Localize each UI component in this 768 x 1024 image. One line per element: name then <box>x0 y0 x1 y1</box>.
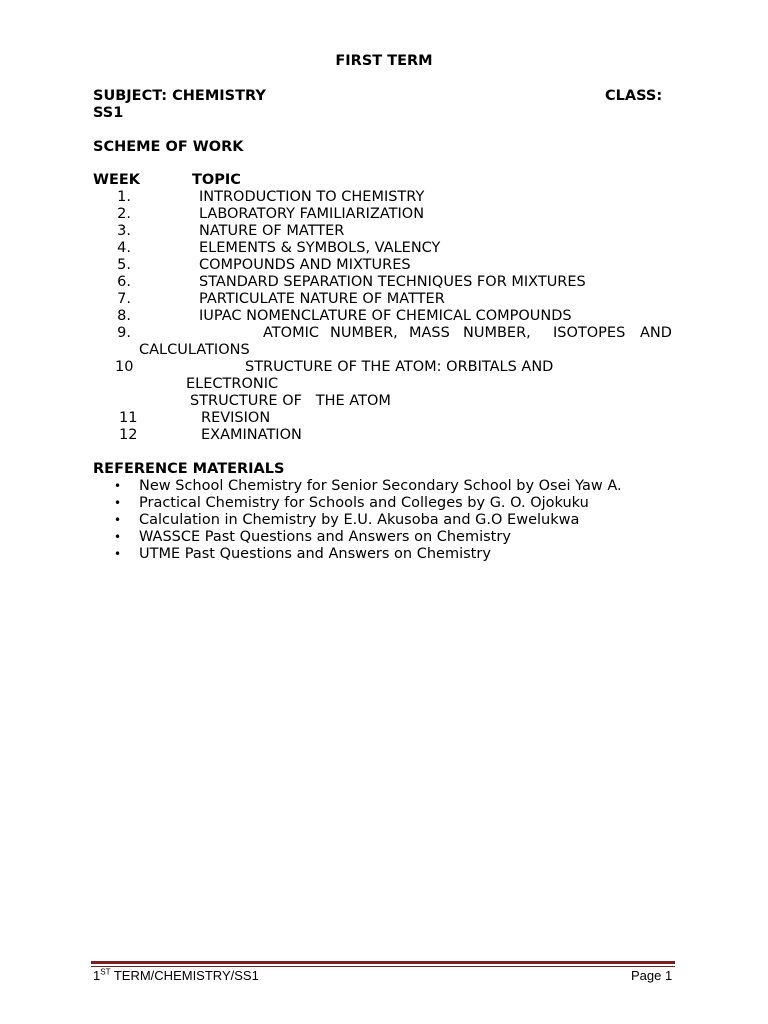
subject-label: SUBJECT: CHEMISTRY <box>93 88 266 104</box>
week-topic: NATURE OF MATTER <box>199 223 345 239</box>
bullet-icon: • <box>114 479 122 493</box>
footer-term <box>93 967 259 984</box>
week-topic: REVISION <box>201 410 271 426</box>
week-heading: WEEK <box>93 172 141 188</box>
week-number: 11 <box>119 410 138 426</box>
week10-topic-continued: STRUCTURE OF THE ATOM <box>190 393 391 409</box>
week-topic: INTRODUCTION TO CHEMISTRY <box>199 189 425 205</box>
footer-term-suffix: ST <box>100 967 111 977</box>
week-topic: ELEMENTS & SYMBOLS, VALENCY <box>199 240 441 256</box>
footer-page-number: Page 1 <box>631 968 673 983</box>
bullet-icon: • <box>114 496 122 510</box>
list-item: UTME Past Questions and Answers on Chemistry <box>139 546 491 562</box>
week-number: 1. <box>117 189 131 205</box>
week-number: 7. <box>117 291 131 307</box>
week9-word: ATOMIC <box>263 325 319 341</box>
footer-term-number: 1 <box>93 968 101 983</box>
week9-word: NUMBER, <box>463 325 531 341</box>
week9-topic-continued: CALCULATIONS <box>139 342 250 358</box>
week-topic: EXAMINATION <box>201 427 302 443</box>
week10-topic-continued: ELECTRONIC <box>186 376 279 392</box>
document-title: FIRST TERM <box>335 53 433 69</box>
week-topic: LABORATORY FAMILIARIZATION <box>199 206 425 222</box>
week-number: 3. <box>117 223 131 239</box>
class-value: SS1 <box>93 105 124 121</box>
class-label: CLASS: <box>605 88 663 104</box>
week-number: 4. <box>117 240 131 256</box>
week-topic: PARTICULATE NATURE OF MATTER <box>199 291 445 307</box>
list-item: Practical Chemistry for Schools and Colleges by G. O. Ojokuku <box>139 495 589 511</box>
bullet-icon: • <box>114 513 122 527</box>
week-number: 8. <box>117 308 131 324</box>
week9-word: MASS <box>409 325 450 341</box>
week-number: 5. <box>117 257 131 273</box>
week-number: 9. <box>117 325 131 341</box>
scheme-heading: SCHEME OF WORK <box>93 139 244 155</box>
list-item: Calculation in Chemistry by E.U. Akusoba and G.O Ewelukwa <box>139 512 580 528</box>
footer-term-rest: TERM/CHEMISTRY/SS1 <box>110 968 259 983</box>
references-heading: REFERENCE MATERIALS <box>93 461 285 477</box>
week-number: 12 <box>119 427 138 443</box>
week9-word: ISOTOPES <box>553 325 626 341</box>
week9-word: NUMBER, <box>330 325 398 341</box>
week-number: 2. <box>117 206 131 222</box>
week-topic: STANDARD SEPARATION TECHNIQUES FOR MIXTURES <box>199 274 586 290</box>
footer-rule <box>91 961 675 964</box>
week10-topic: STRUCTURE OF THE ATOM: ORBITALS AND <box>245 359 554 375</box>
list-item: WASSCE Past Questions and Answers on Chemistry <box>139 529 511 545</box>
week-number: 6. <box>117 274 131 290</box>
topic-heading: TOPIC <box>192 172 241 188</box>
week9-word: AND <box>640 325 672 341</box>
week-topic: IUPAC NOMENCLATURE OF CHEMICAL COMPOUNDS <box>199 308 572 324</box>
bullet-icon: • <box>114 547 122 561</box>
bullet-icon: • <box>114 530 122 544</box>
week-topic: COMPOUNDS AND MIXTURES <box>199 257 411 273</box>
list-item: New School Chemistry for Senior Secondary School by Osei Yaw A. <box>139 478 622 494</box>
week-number: 10 <box>115 359 134 375</box>
